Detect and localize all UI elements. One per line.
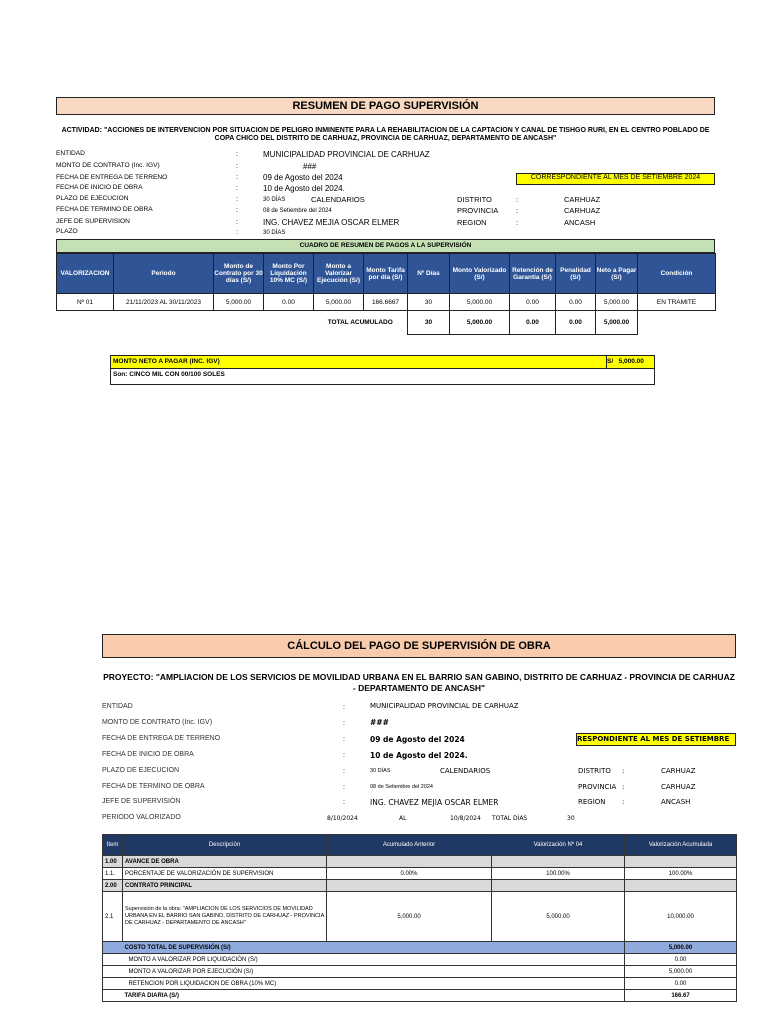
- table-cell: 0.00: [556, 294, 596, 311]
- field-colon: :: [236, 163, 238, 170]
- field-value-plazo: 30 DÍAS: [263, 197, 286, 203]
- value-cell: [327, 856, 492, 868]
- field-value-termino: 08 de Setiembre del 2024: [263, 208, 332, 214]
- table-row: [103, 966, 737, 978]
- col-header: Valorización Nº 04: [492, 835, 625, 856]
- item-cell: 2.00: [103, 880, 123, 892]
- col-header: VALORIZACION: [57, 254, 114, 294]
- item-cell: 1.1.: [103, 868, 123, 880]
- table-cell: 21/11/2023 AL 30/11/2023: [114, 294, 214, 311]
- value-cell: 5,000.00: [625, 966, 737, 978]
- calc-table: [102, 834, 737, 1002]
- desc-cell: RETENCION POR LIQUIDACION DE OBRA (10% MC): [123, 978, 625, 990]
- field-value-entidad: MUNICIPALIDAD PROVINCIAL DE CARHUAZ: [370, 702, 519, 710]
- table-cell: 5,000.00: [314, 294, 364, 311]
- value-cell: 5,000.00: [327, 892, 492, 942]
- field-label: JEFE DE SUPERVISION: [56, 218, 130, 225]
- value-cell: [492, 856, 625, 868]
- col-header: Monto Por Liquidación 10% MC (S/): [264, 254, 314, 294]
- value-cell: [625, 880, 737, 892]
- field-label: PLAZO: [56, 228, 78, 235]
- field-value-plazo2: 30 DÍAS: [263, 230, 286, 236]
- table-row: [103, 868, 737, 880]
- field-colon: :: [236, 174, 238, 181]
- desc-cell: Supervisión de la obra: "AMPLIACION DE LOS SERVICIOS DE MOVILIDAD URBANA EN EL BARRIO SAN GABINO, DISTRITO DE CARHUAZ - PROVINCIA DE CARHUAZ - DEPARTAMENTO DE ANCASH": [123, 892, 327, 942]
- table-cell: 0.00: [264, 294, 314, 311]
- total-label: TOTAL ACUMULADO: [327, 319, 393, 327]
- field-value-entrega: 09 de Agosto del 2024: [370, 735, 465, 744]
- item-cell: 2.1: [103, 892, 123, 942]
- cost-row: [103, 942, 737, 954]
- periodo-al: AL: [399, 815, 407, 822]
- field-colon: :: [343, 768, 345, 775]
- col-header: Retención de Garantía (S/): [510, 254, 556, 294]
- region-label: REGION: [457, 218, 487, 227]
- corresponde-badge: CORRESPONDIENTE AL MES DE SETIEMBRE 2024: [516, 173, 715, 185]
- neto-label: MONTO NETO A PAGAR (INC. IGV): [111, 356, 607, 368]
- provincia-label: PROVINCIA: [457, 206, 499, 215]
- project-description: PROYECTO: "AMPLIACION DE LOS SERVICIOS DE MOVILIDAD URBANA EN EL BARRIO SAN GABINO, DISTRITO DE CARHUAZ - PROVINCIA DE CARHUAZ - DEPARTAMENTO DE ANCASH": [103, 672, 735, 693]
- periodo-from: 8/10/2024: [327, 815, 358, 822]
- table-row: [103, 954, 737, 966]
- desc-cell: CONTRATO PRINCIPAL: [123, 880, 327, 892]
- field-label: ENTIDAD: [56, 150, 85, 157]
- field-value-jefe: ING. CHAVEZ MEJIA OSCAR ELMER: [370, 798, 499, 807]
- field-colon: :: [236, 196, 238, 203]
- distrito-label: DISTRITO: [457, 195, 492, 204]
- field-label: PERIODO VALORIZADO: [102, 814, 181, 821]
- col-header: Valorización Acumulada: [625, 835, 737, 856]
- table-cell: 5,000.00: [450, 294, 510, 311]
- value-cell: 10,000.00: [625, 892, 737, 942]
- table-cell: 0.00: [510, 294, 556, 311]
- field-label: PLAZO DE EJECUCION: [102, 767, 180, 774]
- cuadro-title: CUADRO DE RESUMEN DE PAGOS A LA SUPERVISIÓN: [56, 239, 715, 253]
- col-header: Penalidad (S/): [556, 254, 596, 294]
- neto-currency: S/: [607, 358, 614, 365]
- col-header: Monto a Valorizar Ejecución (S/): [314, 254, 364, 294]
- periodo-total-label: TOTAL DÍAS: [492, 815, 528, 822]
- value-cell: 0.00: [625, 954, 737, 966]
- distrito-label: DISTRITO: [578, 767, 611, 775]
- field-label: FECHA DE TERMINO DE OBRA: [56, 206, 153, 213]
- cost-value: 5,000.00: [625, 942, 737, 954]
- table-cell: 5,000.00: [596, 294, 638, 311]
- field-label: FECHA DE TERMINO DE OBRA: [102, 783, 205, 790]
- summary-table: [56, 253, 716, 335]
- field-label: PLAZO DE EJECUCION: [56, 195, 129, 202]
- field-label: MONTO DE CONTRATO (Inc. IGV): [102, 719, 213, 726]
- calendarios-label: CALENDARIOS: [440, 767, 491, 775]
- table-cell: 30: [408, 294, 450, 311]
- colon: :: [622, 798, 625, 806]
- value-cell: 166.67: [625, 990, 737, 1002]
- col-header: Descripción: [123, 835, 327, 856]
- total-cell: 5,000.00: [596, 311, 638, 335]
- table-row: [103, 892, 737, 942]
- distrito-value: CARHUAZ: [564, 195, 601, 204]
- col-header: Monto Tarifa por día (S/): [364, 254, 408, 294]
- item-cell: 1.00: [103, 856, 123, 868]
- region-label: REGION: [578, 798, 606, 806]
- field-value-monto: ###: [303, 162, 317, 171]
- field-label: FECHA DE INICIO DE OBRA: [102, 751, 194, 758]
- calendarios-label: CALENDARIOS: [311, 195, 365, 204]
- field-label: FECHA DE ENTREGA DE TERRENO: [102, 735, 221, 742]
- field-colon: :: [343, 736, 345, 743]
- colon: :: [516, 195, 519, 204]
- value-cell: [492, 880, 625, 892]
- desc-cell: TARIFA DIARIA (S/): [123, 990, 625, 1002]
- colon: :: [516, 218, 519, 227]
- colon: :: [622, 767, 625, 775]
- field-value-plazo: 30 DÍAS: [370, 768, 391, 774]
- value-cell: 0.00%: [327, 868, 492, 880]
- col-header: Acumulado Anterior: [327, 835, 492, 856]
- field-colon: :: [343, 784, 345, 791]
- corresponde-badge: RESPONDIENTE AL MES DE SETIEMBRE: [576, 733, 736, 746]
- col-header: Item: [103, 835, 123, 856]
- value-cell: [625, 856, 737, 868]
- field-value-entrega: 09 de Agosto del 2024: [263, 173, 343, 182]
- value-cell: [327, 880, 492, 892]
- table-row: [103, 880, 737, 892]
- desc-cell: MONTO A VALORIZAR POR LIQUIDACIÓN (S/): [123, 954, 625, 966]
- provincia-value: CARHUAZ: [564, 206, 601, 215]
- neto-box: [110, 355, 655, 369]
- value-cell: 100.00%: [625, 868, 737, 880]
- value-cell: 100.00%: [492, 868, 625, 880]
- total-cell: 30: [408, 311, 450, 335]
- value-cell: 0.00: [625, 978, 737, 990]
- region-value: ANCASH: [564, 218, 596, 227]
- provincia-label: PROVINCIA: [578, 783, 617, 791]
- cost-label: COSTO TOTAL DE SUPERVISIÓN (S/): [123, 942, 625, 954]
- col-header: Nº Días: [408, 254, 450, 294]
- field-label: FECHA DE ENTREGA DE TERRENO: [56, 174, 168, 181]
- field-value-entidad: MUNICIPALIDAD PROVINCIAL DE CARHUAZ: [263, 150, 430, 159]
- field-label: FECHA DE INICIO DE OBRA: [56, 184, 143, 191]
- field-colon: :: [236, 229, 238, 236]
- activity-description: ACTIVIDAD: "ACCIONES DE INTERVENCION POR SITUACION DE PELIGRO INMINENTE PARA LA REHABILITACION DE LA CAPTACION Y CANAL DE TISHGO RURI, EN EL CENTRO POBLADO DE COPA CHICO DEL DISTRITO DE CARHUAZ, PROVINCIA DE CARHUAZ, DEPARTAMENTO DE ANCASH": [61, 127, 710, 142]
- field-colon: :: [236, 207, 238, 214]
- field-value-monto: ###: [370, 718, 389, 727]
- colon: :: [516, 206, 519, 215]
- table-row: [103, 856, 737, 868]
- col-header: Condición: [638, 254, 716, 294]
- field-label: MONTO DE CONTRATO (Inc. IGV): [56, 162, 160, 169]
- field-colon: :: [236, 219, 238, 226]
- field-value-jefe: ING. CHAVEZ MEJIA OSCAR ELMER: [263, 218, 400, 227]
- periodo-dias: 30: [567, 815, 575, 822]
- table-cell: 5,000.00: [214, 294, 264, 311]
- total-cell: 0.00: [510, 311, 556, 335]
- field-colon: :: [343, 752, 345, 759]
- total-row: [57, 311, 716, 335]
- calc-header-row: [103, 835, 737, 856]
- field-colon: :: [343, 704, 345, 711]
- total-cell: 5,000.00: [450, 311, 510, 335]
- desc-cell: AVANCE DE OBRA: [123, 856, 327, 868]
- provincia-value: CARHUAZ: [661, 783, 696, 791]
- table-cell: EN TRAMITE: [638, 294, 716, 311]
- periodo-to: 10/8/2024: [450, 815, 481, 822]
- calc-title: CÁLCULO DEL PAGO DE SUPERVISIÓN DE OBRA: [102, 634, 736, 658]
- col-header: Periodo: [114, 254, 214, 294]
- field-label: JEFE DE SUPERVISIÓN: [102, 798, 181, 805]
- field-colon: :: [236, 185, 238, 192]
- neto-amount: [607, 356, 654, 368]
- field-value-inicio: 10 de Agosto del 2024.: [263, 184, 345, 193]
- desc-cell: MONTO A VALORIZAR POR EJECUCIÓN (S/): [123, 966, 625, 978]
- table-cell: 166.6667: [364, 294, 408, 311]
- neto-value: 5,000.00: [618, 358, 644, 365]
- table-row: [103, 990, 737, 1002]
- field-label: ENTIDAD: [102, 703, 133, 710]
- col-header: Neto a Pagar (S/): [596, 254, 638, 294]
- total-cell: 0.00: [556, 311, 596, 335]
- region-value: ANCASH: [661, 798, 691, 806]
- colon: :: [622, 783, 625, 791]
- field-value-termino: 08 de Setiembre del 2024: [370, 784, 433, 790]
- table-cell: Nº 01: [57, 294, 114, 311]
- amount-in-words: Son: CINCO MIL CON 00/100 SOLES: [110, 369, 655, 385]
- summary-header-row: [57, 254, 716, 294]
- table-row: [57, 294, 716, 311]
- field-value-inicio: 10 de Agosto del 2024.: [370, 751, 468, 760]
- distrito-value: CARHUAZ: [661, 767, 696, 775]
- field-colon: :: [236, 151, 238, 158]
- col-header: Monto de Contrato por 30 días (S/): [214, 254, 264, 294]
- field-colon: :: [343, 799, 345, 806]
- desc-cell: PORCENTAJE DE VALORIZACIÓN DE SUPERVISION: [123, 868, 327, 880]
- table-row: [103, 978, 737, 990]
- col-header: Monto Valorizado (S/): [450, 254, 510, 294]
- field-colon: :: [343, 720, 345, 727]
- value-cell: 5,000.00: [492, 892, 625, 942]
- summary-title: RESUMEN DE PAGO SUPERVISIÓN: [56, 97, 715, 115]
